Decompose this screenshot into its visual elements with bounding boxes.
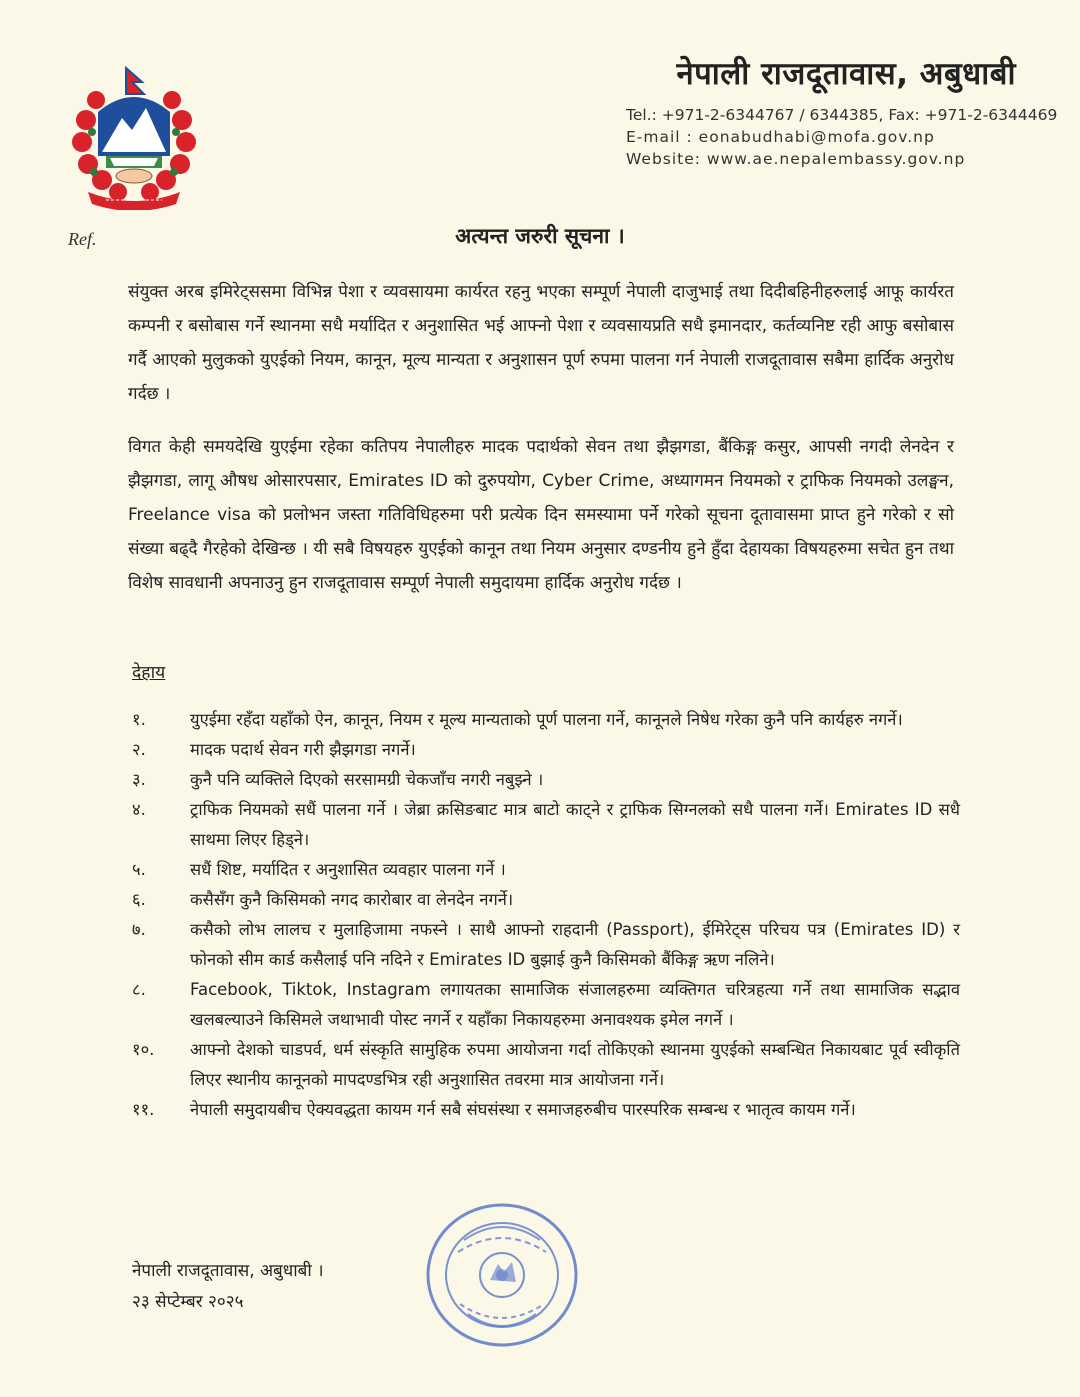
list-item-text: सधैं शिष्ट, मर्यादित र अनुशासित व्यवहार पालना गर्ने । [190, 860, 506, 879]
notice-paragraph-2: विगत केही समयदेखि युएईमा रहेका कतिपय नेपालीहरु मादक पदार्थको सेवन तथा झैझगडा, बैंकिङ्ग कसुर, आपसी नगदी लेनदेन र झैझगडा, लागू औषध ओसारपसार, Emirates ID को दुरुपयोग, Cyber Crime, अध्यागमन नियमको र ट्राफिक नियमको उलङ्घन, Freelance visa को प्रलोभन जस्ता गतिविधिहरुमा परी प्रत्येक दिन समस्यामा पर्ने गरेको सूचना दूतावासमा प्राप्त हुने गरेको र सो संख्या बढ्दै गैरहेको देखिन्छ । यी सबै विषयहरु युएईको कानून तथा नियम अनुसार दण्डनीय हुने हुँदा देहायका विषयहरुमा सचेत हुन तथा विशेष सावधानी अपनाउनु हुन राजदूतावास सम्पूर्ण नेपाली समुदायमा हार्दिक अनुरोध गर्दछ । [128, 437, 954, 593]
list-item-text: कसैको लोभ लालच र मुलाहिजामा नफस्ने । साथै आफ्नो राहदानी (Passport), ईमिरेट्स परिचय पत्र (Emirates ID) र फोनको सीम कार्ड कसैलाई पनि नदिने र Emirates ID बुझाई कुनै किसिमको बैंकिङ्ग ऋण नलिने। [190, 920, 960, 969]
list-item-text: ट्राफिक नियमको सधैं पालना गर्ने । जेब्रा क्रसिङबाट मात्र बाटो काट्ने र ट्राफिक सिग्नलको सधै पालना गर्ने। Emirates ID सधै साथमा लिएर हिड्ने। [190, 800, 960, 849]
list-item-text: युएईमा रहँदा यहाँको ऐन, कानून, नियम र मूल्य मान्यताको पूर्ण पालना गर्ने, कानूनले निषेध गरेका कुनै पनि कार्यहरु नगर्ने। [190, 710, 903, 729]
embassy-website: Website: www.ae.nepalembassy.gov.np [626, 150, 966, 168]
nepal-coat-of-arms-icon [66, 60, 202, 210]
list-item-number: २. [132, 740, 146, 759]
embassy-tel-fax: Tel.: +971-2-6344767 / 6344385, Fax: +971-2-6344469 [626, 106, 1058, 124]
signature-organization: नेपाली राजदूतावास, अबुधाबी । [132, 1261, 324, 1281]
embassy-name: नेपाली राजदूतावास, अबुधाबी [676, 56, 1016, 92]
list-item-number: ११. [132, 1100, 155, 1119]
list-item-number: ३. [132, 770, 146, 789]
list-item [132, 975, 960, 1035]
list-item-number: ५. [132, 860, 146, 879]
list-item [132, 1095, 960, 1125]
list-item [132, 1035, 960, 1095]
list-item [132, 795, 960, 855]
instructions-list [132, 705, 960, 1125]
notice-date: २३ सेप्टेम्बर २०२५ [132, 1292, 244, 1312]
list-item-number: ८. [132, 980, 146, 999]
list-item [132, 855, 960, 885]
ref-label: Ref. [68, 229, 97, 249]
section-heading: देहाय [132, 663, 166, 683]
embassy-email: E-mail : eonabudhabi@mofa.gov.np [626, 128, 935, 146]
list-item-number: १. [132, 710, 146, 729]
list-item-number: १०. [132, 1040, 155, 1059]
list-item-text: आफ्नो देशको चाडपर्व, धर्म संस्कृति सामुहिक रुपमा आयोजना गर्दा तोकिएको स्थानमा युएईको सम्बन्धित निकायबाट पूर्व स्वीकृति लिएर स्थानीय कानूनको मापदण्डभित्र रही अनुशासित तवरमा मात्र आयोजना गर्ने। [190, 1040, 960, 1089]
list-item-text: मादक पदार्थ सेवन गरी झैझगडा नगर्ने। [190, 740, 416, 759]
list-item-text: नेपाली समुदायबीच ऐक्यवद्धता कायम गर्न सबै संघसंस्था र समाजहरुबीच पारस्परिक सम्बन्ध र भातृत्व कायम गर्ने। [190, 1100, 856, 1119]
list-item [132, 705, 960, 735]
list-item-number: ७. [132, 920, 146, 939]
embassy-letterhead [626, 52, 1058, 170]
embassy-seal-stamp-icon [424, 1200, 580, 1350]
list-item-text: कसैसँग कुनै किसिमको नगद कारोबार वा लेनदेन नगर्ने। [190, 890, 514, 909]
notice-paragraph-1: संयुक्त अरब इमिरेट्ससमा विभिन्न पेशा र व्यवसायमा कार्यरत रहनु भएका सम्पूर्ण नेपाली दाजुभाई तथा दिदीबहिनीहरुलाई आफू कार्यरत कम्पनी र बसोबास गर्ने स्थानमा सधै मर्यादित र अनुशासित भई आफ्नो पेशा र व्यवसायप्रति सधै इमानदार, कर्तव्यनिष्ट रही आफु बसोबास गर्दै आएको मुलुकको युएईको नियम, कानून, मूल्य मान्यता र अनुशासन पूर्ण रुपमा पालना गर्न नेपाली राजदूतावास सबैमा हार्दिक अनुरोध गर्दछ । [128, 282, 954, 404]
list-item [132, 915, 960, 975]
list-item [132, 885, 960, 915]
list-item-text: कुनै पनि व्यक्तिले दिएको सरसामग्री चेकजाँच नगरी नबुझ्ने । [190, 770, 544, 789]
list-item-number: ४. [132, 800, 146, 819]
list-item-text: Facebook, Tiktok, Instagram लगायतका सामाजिक संजालहरुमा व्यक्तिगत चरित्रहत्या गर्ने तथा सामाजिक सद्भाव खलबल्याउने किसिमले जथाभावी पोस्ट नगर्ने र यहाँका निकायहरुमा अनावश्यक इमेल नगर्ने । [190, 980, 960, 1029]
list-item [132, 765, 960, 795]
list-item-number: ६. [132, 890, 146, 909]
list-item [132, 735, 960, 765]
notice-title: अत्यन्त जरुरी सूचना । [455, 224, 625, 248]
